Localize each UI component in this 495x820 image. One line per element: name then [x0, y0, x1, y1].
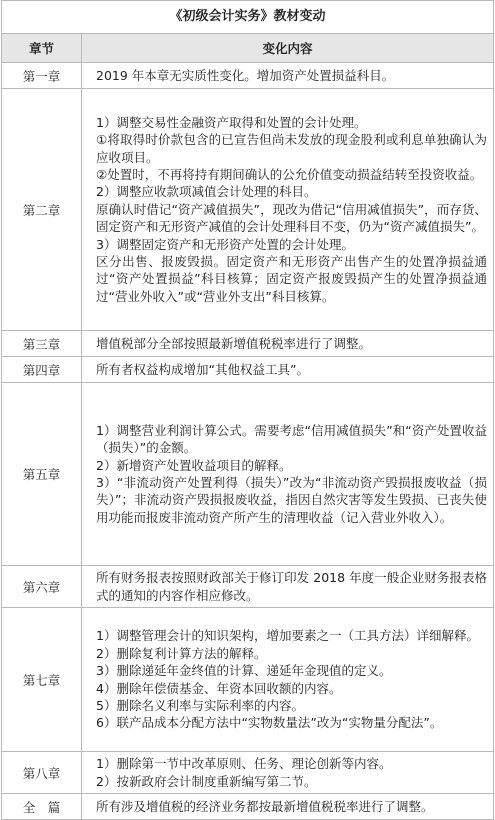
change-line: 1）调整管理会计的知识架构，增加要素之一（工具方法）详细解释。: [96, 628, 479, 644]
change-line: 1）删除第一节中改革原则、任务、理论创新等内容。: [96, 756, 392, 772]
table-row: [2, 357, 494, 383]
change-line: 5）删除名义利率与实际利率的内容。: [96, 697, 304, 713]
change-content-cell: [82, 89, 494, 331]
change-line: 2）按新政府会计制度重新编写第二节。: [96, 773, 317, 789]
change-line: 所有者权益构成增加“其他权益工具”。: [96, 361, 309, 377]
chapter-cell: 第三章: [2, 331, 82, 357]
document: [1, 0, 494, 820]
chapter-column-header: 章节: [2, 34, 82, 63]
change-line: ②处置时，不再将持有期间确认的公允价值变动损益结转至投资收益。: [96, 166, 483, 182]
table-row: [2, 752, 494, 794]
table-header-row: [2, 34, 494, 63]
change-line: 3）“非流动资产处置利得（损失）”改为“非流动资产毁损报废收益（损失）”；非流动资产毁损报废收益，指因自然灾害等发生毁损、已丧失使用功能而报废非流动资产所产生的清理收益（记入营业外收入）。: [96, 475, 487, 525]
chapter-cell: 第七章: [2, 608, 82, 752]
change-content-cell: [82, 608, 494, 752]
change-line: 2）删除复利计算方法的解释。: [96, 645, 267, 661]
document-title: 《初级会计实务》教材变动: [1, 0, 494, 33]
table-row: [2, 331, 494, 357]
change-content-cell: [82, 752, 494, 794]
change-line: 原确认时借记“资产减值损失”，现改为借记“信用减值损失”，而存货、固定资产和无形资产减值的会计处理科目不变，仍为“资产减值损失”。: [96, 201, 487, 235]
change-content-cell: [82, 63, 494, 89]
chapter-cell: 第五章: [2, 383, 82, 566]
change-line: 4）删除年偿债基金、年资本回收额的内容。: [96, 680, 342, 696]
table-body: [2, 63, 494, 820]
table-row: [2, 566, 494, 608]
change-line: 1）调整交易性金融资产取得和处置的会计处理。: [96, 114, 367, 130]
change-line: 2）调整应收款项减值会计处理的科目。: [96, 184, 317, 200]
change-line: 区分出售、报废毁损。固定资产和无形资产出售产生的处置净损益通过“资产处置损益”科目核算；固定资产报废毁损产生的处置净损益通过“营业外收入”或“营业外支出”科目核算。: [96, 254, 487, 304]
change-content-cell: [82, 566, 494, 608]
change-line: 3）调整固定资产和无形资产处置的会计处理。: [96, 236, 354, 252]
change-line: 2019 年本章无实质性变化。增加资产处置损益科目。: [96, 67, 395, 83]
change-line: ①将取得时价款包含的已宣告但尚未发放的现金股利或利息单独确认为应收项目。: [96, 132, 487, 165]
change-content-cell: [82, 357, 494, 383]
chapter-cell: 全 篇: [2, 794, 82, 820]
chapter-cell: 第四章: [2, 357, 82, 383]
change-line: 1）调整营业利润计算公式。需要考虑“信用减值损失”和“资产处置收益（损失）”的金额。: [96, 422, 487, 456]
chapter-cell: 第二章: [2, 89, 82, 331]
change-line: 增值税部分全部按照最新增值税税率进行了调整。: [96, 335, 372, 351]
table-row: [2, 63, 494, 89]
chapter-cell: 第八章: [2, 752, 82, 794]
content-column-header: 变化内容: [82, 34, 494, 63]
change-line: 3）删除递延年金终值的计算、递延年金现值的定义。: [96, 663, 392, 679]
change-content-cell: [82, 383, 494, 566]
table-row: [2, 383, 494, 566]
changes-table: [1, 33, 494, 820]
chapter-cell: 第六章: [2, 566, 82, 608]
chapter-cell: 第一章: [2, 63, 82, 89]
table-row: [2, 608, 494, 752]
table-row: [2, 89, 494, 331]
change-content-cell: [82, 794, 494, 820]
table-row: [2, 794, 494, 820]
change-line: 所有涉及增值税的经济业务都按最新增值税税率进行了调整。: [96, 798, 434, 814]
change-content-cell: [82, 331, 494, 357]
change-line: 所有财务报表按照财政部关于修订印发 2018 年度一般企业财务报表格式的通知的内容作相应修改。: [96, 570, 487, 603]
change-line: 6）联产品成本分配方法中“实物数量法”改为“实物量分配法”。: [96, 715, 443, 731]
change-line: 2）新增资产处置收益项目的解释。: [96, 457, 292, 473]
